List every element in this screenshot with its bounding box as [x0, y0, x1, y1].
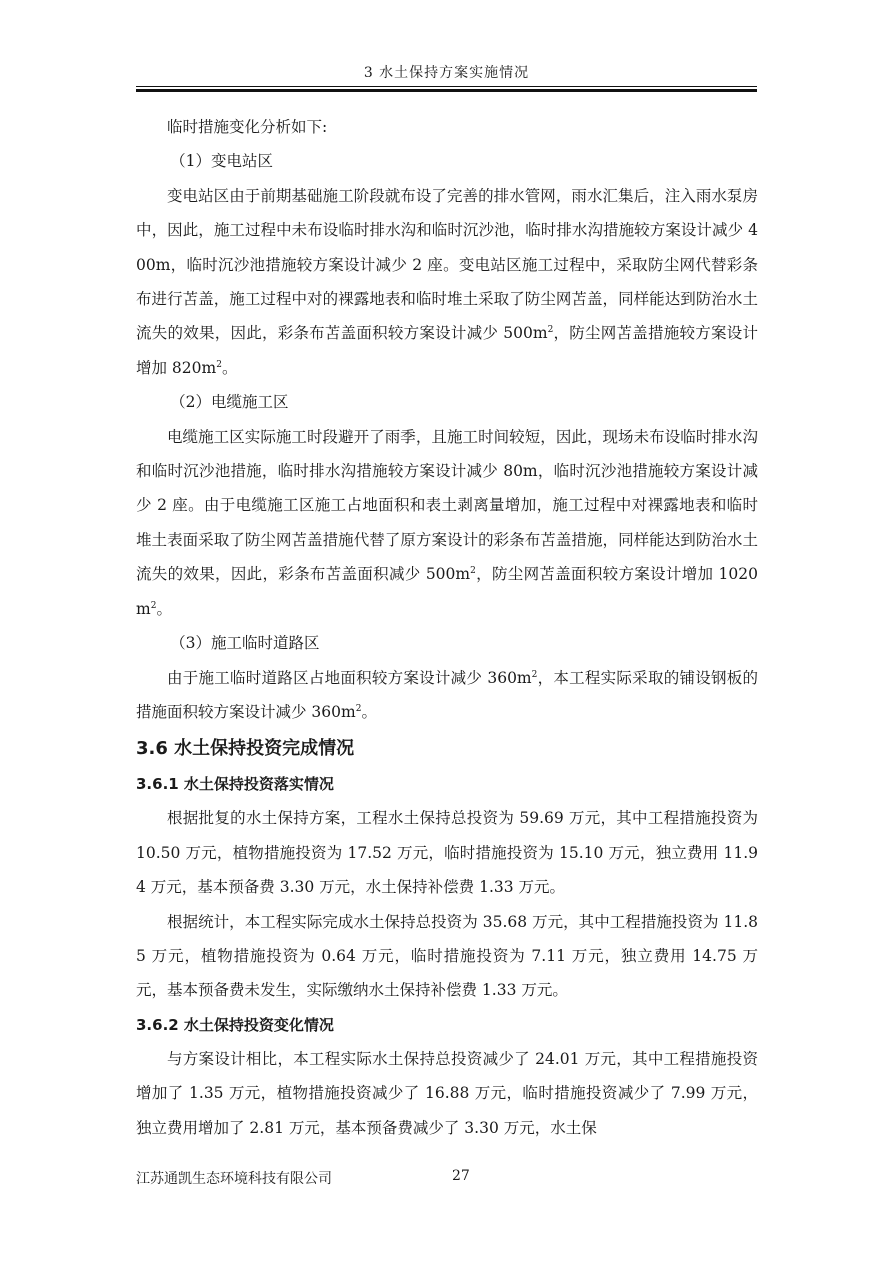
footer-company: 江苏通凯生态环境科技有限公司 — [136, 1171, 332, 1187]
body-content — [136, 110, 758, 1145]
paragraph-3-6-1-b: 根据统计，本工程实际完成水土保持总投资为 35.68 万元，其中工程措施投资为 11.85 万元，植物措施投资为 0.64 万元，临时措施投资为 7.11 万元，独立费用 14.75 万元，基本预备费未发生，实际缴纳水土保持补偿费 1.33 万元。 — [136, 912, 758, 1000]
heading-3-6-1: 3.6.1 水土保持投资落实情况 — [136, 775, 334, 794]
section-1-paragraph: 变电站区由于前期基础施工阶段就布设了完善的排水管网，雨水汇集后，注入雨水泵房中，因此，施工过程中未布设临时排水沟和临时沉沙池，临时排水沟措施较方案设计减少 400m，临时沉沙池措施较方案设计减少 2 座。变电站区施工过程中，采取防尘网代替彩条布进行苫盖，施工过程中对的裸露地表和临时堆土采取了防尘网苫盖，同样能达到防治水土流失的效果，因此，彩条布苫盖面积较方案设计减少 $500m^2$，防尘网苫盖措施较方案设计增加 $820m^2$。 — [136, 186, 758, 377]
paragraph-3-6-1-a: 根据批复的水土保持方案，工程水土保持总投资为 59.69 万元，其中工程措施投资为 10.50 万元，植物措施投资为 17.52 万元，临时措施投资为 15.10 万元，独立费用 11.94 万元，基本预备费 3.30 万元，水土保持补偿费 1.33 万元。 — [136, 809, 758, 897]
section-1-title: （1）变电站区 — [170, 152, 273, 171]
section-2-title: （2）电缆施工区 — [170, 393, 289, 412]
running-header: 3 水土保持方案实施情况 — [363, 65, 530, 81]
paragraph-3-6-2: 与方案设计相比，本工程实际水土保持总投资减少了 24.01 万元，其中工程措施投资增加了 1.35 万元，植物措施投资减少了 16.88 万元，临时措施投资减少了 7.99 万元，独立费用增加了 2.81 万元，基本预备费减少了 3.30 万元，水土保 — [136, 1049, 758, 1137]
heading-3-6: 3.6 水土保持投资完成情况 — [136, 738, 355, 760]
header-rule-thick — [136, 89, 757, 92]
page-number: 27 — [452, 1168, 470, 1184]
intro-paragraph: 临时措施变化分析如下: — [167, 118, 328, 136]
section-3-paragraph: 由于施工临时道路区占地面积较方案设计减少 $360m^2$，本工程实际采取的铺设钢板的措施面积较方案设计减少 $360m^2$。 — [136, 668, 758, 721]
section-3-title: （3）施工临时道路区 — [170, 634, 320, 653]
heading-3-6-2: 3.6.2 水土保持投资变化情况 — [136, 1015, 334, 1034]
section-2-paragraph: 电缆施工区实际施工时段避开了雨季，且施工时间较短，因此，现场未布设临时排水沟和临时沉沙池措施，临时排水沟措施较方案设计减少 80m，临时沉沙池措施较方案设计减少 2 座。由于电缆施工区施工占地面积和表土剥离量增加，施工过程中对裸露地表和临时堆土表面采取了防尘网苫盖措施代替了原方案设计的彩条布苫盖措施，同样能达到防治水土流失的效果，因此，彩条布苫盖面积减少 $500m^2$，防尘网苫盖面积较方案设计增加 $1020m^2$。 — [136, 427, 758, 618]
header-rule-thin — [136, 86, 757, 87]
